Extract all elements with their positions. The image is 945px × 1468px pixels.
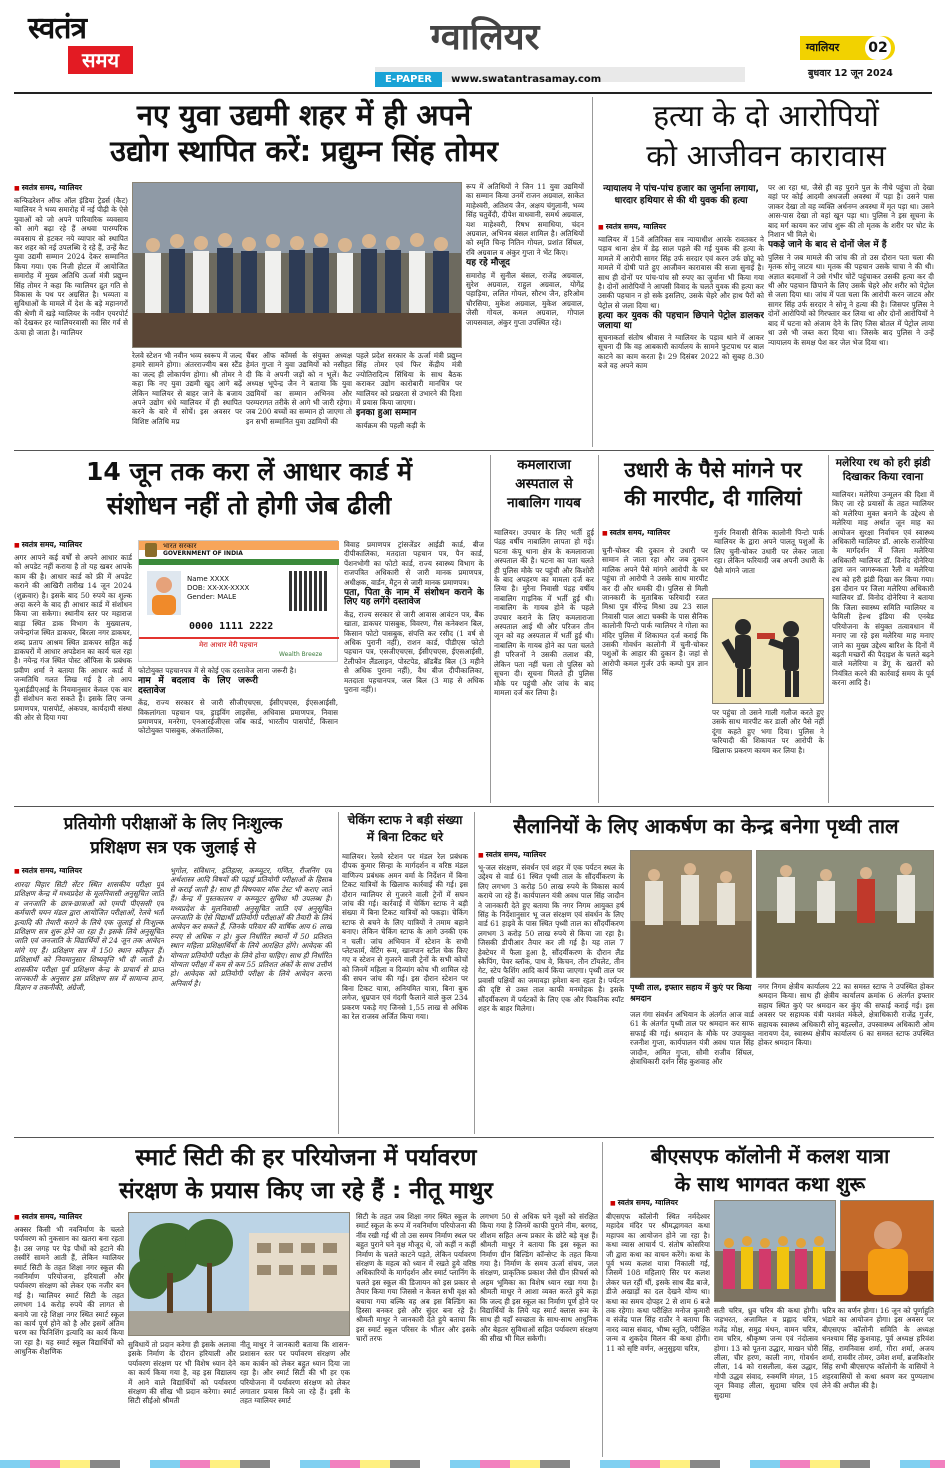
story7-divider — [338, 812, 339, 1134]
story2-sub-jail: पकड़े जाने के बाद से दोनों जेल में हैं — [768, 240, 887, 251]
story5-col-left: चुनी-चोकर की दुकान से उधारी पर सामान ले जाता रहा और जब दुकान मालिक अपने पैसे मांगने आरोपी के घर पहुंचा तो आरोपी ने उसके साथ मारपीट कर दी और धमकी दी। पुलिस से मिली जानकारी के मुताबिक फरियादी रजत मिश्रा पुत्र वीरेन्द्र मिश्रा उम्र 23 साल निवासी पाल आटा चक्की के पास सैनिक कालोनी पिन्टो पार्क ग्वालियर ने गोला का मंदिर पुलिस में शिकायत दर्ज कराई कि उसकी गोवर्धन कालोनी में चुनी-चोकर पशुओं के आहार की दुकान है। जहां से आरोपी कमल गुर्जर उर्फ कम्पो पुत्र ज्ञान सिंह — [602, 546, 708, 678]
story11-byline: ■ स्वतंत्र समय, ग्वालियर — [610, 1198, 750, 1211]
aadhaar-gender: Gender: MALE — [187, 593, 237, 601]
story8-body: ग्वालियर। रेलवे स्टेशन पर मंडल रेल प्रबंधक दीपक कुमार सिन्हा के मार्गदर्शन व वरिष्ठ मंडल वाणिज्य प्रबंधक अमन वर्मा के निर्देशन में बिना टिकट यात्रियों के खिलाफ कार्रवाई की गई। इस दौरान ग्वालियर से गुजरने वाली ट्रेनों में सघन जांच की गई। कार्रवाई में चेकिंग स्टाफ ने बड़ी संख्या में बिना टिकट यात्रियों को पकड़ा। चेकिंग स्टाफ से बचने के लिए यात्रियों ने तमाम बहाने बनाए। लेकिन चेकिंग स्टाफ के आगे उनकी एक न चली। जांच अभियान में स्टेशन के सभी प्लेटफार्म, वेटिंग रूम, खानपान स्टॉल चेक किए गए व स्टेशन से गुजरने वाली ट्रेनों के सभी कोचों को जिनमें महिला व दिव्यांग कोच भी शामिल रहे की सघन जांच की गई। इस दौरान स्टेशन पर बिना टिकट यात्रा, अनियमित यात्रा, बिना बुक लगेज, धूम्रपान एवं गंदगी फैलाने वाले कुल 234 प्रकरण पकड़े गए जिनसे 1,55 लाख से अधिक का रेल राजस्व अर्जित किया गया। — [342, 852, 468, 1021]
story11-col1: बीएसएफ कॉलोनी स्थित नर्मदेश्वर महादेव मंदिर पर श्रीमद्भागवत कथा महापव का आयोजन होने जा रहा है। कथा व्यास आचार्य पं. संतोष कोसरिया जी द्वारा कथा का वाचन करेंगे। कथा के पूर्व भव्य कलश यात्रा निकाली गई, जिसमें 108 महिलाएं सिर पर कलश लेकर चल रहीं थीं, इसके साथ बैंड बाजे, डीजे अखाड़ों का दल देखने योग्य था। कथा का समय दोपहर 2 से शाम 6 बजे तक रहेगा। कथा परीक्षित मनोज कुमारी व संजेंद्र पाल सिंह राठौर ने बताया कि नारद व्यास संवाद, भीष्म स्तुति, परीक्षित जन्म व शुकदेव मिलन की कथा होगी। 11 को सृष्टि वर्णन, अनुसुइया चरित्र, — [606, 1212, 710, 1353]
story3-byline: ■ स्वतंत्र समय, ग्वालियर — [14, 540, 132, 553]
story4-headline: कमलाराजा अस्पताल से नाबालिग गायब — [507, 457, 581, 511]
website-link[interactable]: www.swatantrasamay.com — [451, 74, 602, 85]
story1-photo — [132, 182, 462, 348]
aadhaar-name: Name XXXX — [187, 575, 230, 583]
story5-headline: उधारी के पैसे मांगने पर की मारपीट, दी गालियां — [624, 458, 802, 510]
story2-sub-burned: हत्या कर युवक की पहचान छिपाने पेट्रोल डालकर जलाया था — [598, 311, 764, 331]
story10-headline: स्मार्ट सिटी की हर परियोजना में पर्यावरण संरक्षण के प्रयास किए जा रहे हैं : नीतू माथुर — [119, 1145, 493, 1204]
aadhaar-org-hi: भारत सरकार — [163, 542, 197, 550]
masthead-logo — [28, 12, 158, 84]
aadhaar-photo — [147, 571, 181, 615]
masthead — [0, 0, 945, 92]
story1-divider — [592, 97, 593, 447]
story3-col2: फोटोयुक्त पहचानपत्र में से कोई एक दस्तावेज लाना जरूरी है। नाम में बदलाव के लिए जरूरी दस्तावेज केंद्र, राज्य सरकार से जारी सीजीएचएस, ईसीएचएस, ईएसआईसी, विकलांगता पहचान पत्र, ड्राइविंग लाइसेंस, अधिवास प्रमाणपत्र, निवास प्रमाणपत्र, मनरेगा, एनआरईजीएस जॉब कार्ड, भारतीय पासपोर्ट, किसान फोटोयुक्त पासबुक, अंकतालिका, — [138, 666, 338, 736]
epaper-bar — [375, 67, 745, 85]
story10-byline: ■ स्वतंत्र समय, ग्वालियर — [14, 1212, 124, 1225]
story10-col3: नीतू माथुर ने जानकारी बताया कि शासन-प्रशासन स्तर पर पर्यावरण संरक्षण और कम कार्बन को लेकर बहुत ध्यान दिया जा रहा है। और स्मार्ट सिटी की भी हर एक परियोजना में पर्यावरण संरक्षण को लेकर लगातार प्रयास किये जा रहे हैं। इसी के तहत ग्वालियर स्मार्ट — [240, 1340, 350, 1406]
story6-body: ग्वालियर। मलेरिया उन्मूलन की दिशा में किए जा रहे प्रयासों के तहत ग्वालियर को मलेरिया मुक्त बनाने के उद्देश्य से मलेरिया माह अर्थात जून माह का आयोजन सुरक्षा निर्वाचन एवं स्वास्थ्य अधिकारी ग्वालियर डॉ. आरके राजोरिया के मार्गदर्शन में जिला मलेरिया अधिकारी ग्वालियर डॉ. विनोद दोनेरिया द्वारा जन जागरूकता रैली व मलेरिया रथ को हरी झंडी दिखा कर किया गया। इस दौरान पर जिला मलेरिया अधिकारी ग्वालियर डॉ. विनोद दोनेरिया ने बताया कि जिला स्वास्थ्य समिति ग्वालियर व फेमिली हेल्थ इंडिया की एनबेड परियोजना के संयुक्त तत्वावधान में मनाए जा रहे इस मलेरिया माह मनाए जाने का मुख्य उद्देश्य बारिश के दिनों में बढ़ती मच्छरों की पैदाइश के चलते बढ़ने वाले मलेरिया व डेंगू के खतरों को नियंत्रित करने की कार्रवाई समय के पूर्व करना आदि है। — [832, 490, 934, 688]
edition-city: ग्वालियर — [430, 17, 540, 58]
story1-col5: रूप में अतिथियों ने जिन 11 युवा उद्यमियों का सम्मान किया उनमें राजन अग्रवाल, साकेत माहेश्वरी, अतिशय जैन, अक्षय चंगुलानी, भव्य सिंह चतुर्वेदी, दीपेश वाधवानी, समर्थ अग्रवाल, यश माहेश्वरी, रिषभ समाधिया, चंदन अग्रवाल, अभिनव बंसल शामिल है। अतिथियों को स्मृति चिन्ह नितिन गोयल, प्रशांत सिंघल, रवि अग्रवाल व अंकुर गुप्ता ने भेंट किए। यह रहे मौजूद समारोह में सुनील बंसल, राजेंद्र अग्रवाल, सुरेश अग्रवाल, राहुल अग्रवाल, योगेंद्र पहाड़िया, ललित गोयल, सौरभ जैन, हरिओम चौरसिया, मुकेश अग्रवाल, मुकेश अग्रवाल, जेसी गोयल, कमल अग्रवाल, गोपाल जायसवाल, अंकुर गुप्ता उपस्थित रहे। — [466, 182, 584, 327]
story2-headline: हत्या के दो आरोपियों को आजीवन कारावास — [646, 99, 886, 174]
story9-caption: पृथ्वी ताल, इफ्तार सहाय में कुएं पर किया श्रमदान — [630, 983, 752, 1003]
story7-col2: भूगोल, संविधान, इतिहास, कम्प्यूटर, गणित, रीजनिंग एवं अर्थशास्त्र आदि विषयों की पढ़ाई प्रतियोगी परीक्षाओं के हिसाब से कराई जाती है। साथ ही विषयवार मॉक टेस्ट भी कराए जाते हैं। केन्द्र में पुस्तकालय व कम्प्यूटर सुविधा भी उपलब्ध है। मध्यप्रदेश के मूलनिवासी अनुसूचित जाति एवं अनुसूचित जनजाति के ऐसे विद्यार्थी प्रतियोगी परीक्षाओं की तैयारी के लिये आवेदन कर सकते हैं, जिनके परिवार की वार्षिक आय 6 लाख रुपए से अधिक न हो। कुल निर्धारित स्थानों में 50 प्रतिशत स्थान महिला प्रशिक्षार्थियों के लिये आरक्षित होंगे। आवेदक की योग्यता प्रतियोगी परीक्षा के लिये होना चाहिए। साथ ही निर्धारित योग्यता परीक्षा में कम से कम 55 प्रतिशत अंकों के साथ उत्तीर्ण हो। आवेदक को प्रतियोगी परीक्षा के लिये आवेदन करना अनिवार्य है। — [170, 866, 332, 988]
aadhaar-qr-icon — [289, 571, 329, 611]
story3-divider — [490, 455, 491, 803]
story1-col3: चैंबर ऑफ कॉमर्स के संयुक्त अध्यक्ष हेमंत गुप्ता ने युवा उद्यमियों को नसीहत दी कि वे अपनी जड़ों को न भूलें। कैट अध्यक्ष भूपेन्द्र जैन ने बताया कि युवा उद्यमियों का सम्मान अभिनव और परम्परागत तरीके से आगे भी जारी रहेगा। जब 200 बच्चों का सम्मान हो जाएगा तो इन सभी सम्मानित युवा उद्यमियों की — [246, 351, 352, 426]
aadhaar-tagline: मेरा आधार मेरी पहचान — [199, 641, 258, 649]
aadhaar-org-en: GOVERNMENT OF INDIA — [163, 550, 243, 557]
page-tab — [800, 36, 895, 60]
story9-byline: ■ स्वतंत्र समय, ग्वालियर — [478, 850, 624, 863]
story1-col1: कन्फिडरेशन ऑफ ऑल इंडिया ट्रेडर्स (कैट) ग्वालियर ने भव्य समारोह में नई पीढ़ी के ऐसे युवाओं को जो अपने पारिवारिक व्यवसाय को आगे बढ़ा रहे हैं अथवा पारम्परिक व्यवसाय से हटकर नये व्यापार को स्थापित कर शहर को नई उपलब्धि दे रहे हैं, उन्हें कैट युवा उद्यमी सम्मान 2024 देकर सम्मानित किया गया। एक निजी होटल में आयोजित समारोह में मुख्य अतिथि ऊर्जा मंत्री प्रद्युम्न सिंह तोमर ने कहा कि ग्वालियर द्रुत गति से विकास के पथ पर अग्रसित है। भव्यता व सुविधाओं के मामले में देश के बड़े महानगरों की श्रेणी में खड़े ग्वालियर के नवीन एयरपोर्ट को देखकर हर ग्वालियरवासी का सिर गर्व से ऊंचा हो जाता है। ग्वालियर — [14, 196, 128, 337]
story3-sub-name: नाम में बदलाव के लिए जरूरी दस्तावेज — [138, 676, 258, 696]
story11-photo-priest — [840, 1200, 934, 1302]
story1-headline: नए युवा उद्यमी शहर में ही अपने उद्योग स्थापित करें: प्रद्युम्न सिंह तोमर — [110, 98, 498, 168]
story8-headline: चेकिंग स्टाफ ने बड़ी संख्या में बिना टिकट धरे — [347, 813, 463, 844]
masthead-rule — [14, 92, 932, 94]
story10-photo — [128, 1212, 350, 1336]
story3-headline: 14 जून तक करा लें आधार कार्ड में संशोधन नहीं तो होगी जेब ढीली — [85, 457, 413, 520]
story4-body: ग्वालियर। उपचार के लिए भर्ती हुई पंद्रह वर्षीय नाबालिग लापता हो गई। घटना कंपू थाना क्षेत्र के कमलाराजा अस्पताल की है। घटना का पता चलते ही पुलिस मौके पर पहुंची और किशोरी के बाद अपहरण का मामला दर्ज कर लिया है। मुरैना निवासी पंद्रह वर्षीय नाबालिग गाइनिक में भर्ती हुई थी। नाबालिग के गायब होने के पहले उपचार कराने के लिए कमलाराजा अस्पताल आई थी और परिजन तीन जून को वह अस्पताल में भर्ती हुई थी। नाबालिग के गायब होने का पता चलते ही परिजनों ने उसकी तलाश की, लेकिन पता नहीं चला तो पुलिस को सूचना दी। सूचना मिलते ही पुलिस मौके पर पहुंची और जांच के बाद मामला दर्ज कर लिया है। — [494, 528, 594, 697]
story1-sub-honoured: इनका हुआ सम्मान — [356, 408, 417, 419]
story9-col1: भू-जल संरक्षण, संवर्धन एवं शहर में एक पर्यटन स्थल के उद्देश्य से वार्ड 61 स्थित पृथ्वी ताल के सौंदर्यीकरण के लिए लगभग 3 करोड़ 50 लाख रुपये के विकास कार्य कराये जा रहे हैं। कार्यपालन यंत्री अवध पाल सिंह जादौन ने जानकारी देते हुए बताया कि नगर निगम आयुक्त हर्ष सिंह के निर्देशानुसार भू जल संरक्षण एवं संवर्धन के लिए वार्ड 61 हाइवे के पास स्थित पृथ्वी ताल का सौंदर्यीकरण लगभग 3 करोड़ 50 लाख रुपये से किया जा रहा है। जिसकी डीपीआर तैयार कर ली गई है। यह ताल 7 हेक्टेयर में फैला हुआ है, सौंदर्यीकरण के दौरान लैंड स्कैपिंग, पेवर ब्लॉक, पाथ वे, किचन, तौन टॉयलेट, तीन गेट, स्टेप फैशिंग आदि कार्य किया जाएगा। पृथ्वी ताल पर प्रवासी पक्षियों का जमावड़ा हमेशा बना रहता है। पर्यटन की दृष्टि से उक्त ताल काफी मनमोहक है। इसके सौंदर्यीकरण में पर्यटकों के लिए एक और पिकनिक स्पॉट शहर के बाहर मिलेगा। — [478, 863, 624, 1014]
page-city: ग्वालियर — [806, 41, 840, 54]
story10-divider — [602, 1142, 603, 1457]
story1-col2: रेलवे स्टेशन भी नवीन भव्य स्वरूप में जल्द हमारे सामने होगा। अंतरराज्यीय बस स्टैंड का जल्द ही लोकार्पण होगा। श्री तोमर ने कहा कि नए युवा उद्यमी खुद आगे बढ़ें लेकिन ग्वालियर से बाहर जाने के बजाय अपने उद्योग धंधे ग्वालियर में ही स्थापित करने के बारे में सोचें। इस अवसर पर विशिष्ट अतिथि मप्र — [132, 351, 242, 426]
logo-bottom-text: समय — [68, 46, 133, 74]
story2-col1: ग्वालियर में 15वें अतिरिक्त सत्र न्यायाधीश आरके रावतकर ने पड़ाव थाना क्षेत्र में डेढ़ साल पहले की गई युवक की हत्या के मामले में आरोपी सागर सिंह उर्फ सरदार एवं करन उर्फ छोटू को मामले में दोषी पाते हुए आजीवन कारावास की सजा सुनाई है। साथ ही दोनों पर पांच-पांच सौ रुपए का जुर्माना भी किया गया है। दोनों आरोपियों ने आपसी विवाद के चलते युवक की हत्या कर उसकी पहचान न हो सके इसलिए, उसके चेहरे और हाथ पैरों को पेट्रोल से जला दिया था। हत्या कर युवक की पहचान छिपाने पेट्रोल डालकर जलाया था सूचनाकर्ता संतोष श्रीवास ने ग्वालियर के पड़ाव थाने में आकर सूचना दी कि वह आबकारी कार्यालय के सामने फुटपाथ पर बाल काटने का काम करता है। 29 दिसंबर 2022 को सुबह 8.30 बजे वह अपने काम — [598, 235, 764, 371]
epaper-label: E-PAPER — [375, 72, 442, 87]
story11-col3: चरित्र का वर्णन होगा। 16 जून को पूर्णाहुति भंडारे का आयोजन होगा। इस अवसर पर बीएसएफ कॉलोनी समिति के अध्यक्ष धनश्याम सिंह कुशवाह, पूर्व अध्यक्ष हरिवंश सिंह, रामनिवास शर्मा, गौरा शर्मा, अजय शर्मा, रामवीर तोमर, उमेश शर्मा, ब्रजकिशोर सिंह सभी बीएसएफ कॉलोनी के वासियों ने शहरवासियों से कथा श्रवण कर पुण्यलाभ लेने की अपील की है। — [822, 1306, 934, 1391]
aadhaar-dob: DOB: XX-XX-XXXX — [187, 584, 250, 592]
logo-top-text: स्वतंत्र — [28, 11, 87, 46]
story11-headline: बीएसएफ कॉलोनी में कलश यात्रा के साथ भागवत कथा शुरू — [650, 1144, 890, 1196]
story1-sub-present: यह रहे मौजूद — [466, 258, 510, 269]
row3-rule — [14, 1137, 934, 1138]
story1-byline: ■ स्वतंत्र समय, ग्वालियर — [14, 183, 128, 196]
aadhaar-card-image — [138, 540, 338, 662]
story4-divider — [598, 455, 599, 803]
story5-col-top: गुर्जर निवासी सैनिक कालोनी पिन्टो पार्क ग्वालियर के द्वारा अपने पालतू पशुओं के लिए चुनी-चोकर उधारी पर लेकर जाता रहा। लेकिन फरियादी जब अपनी उधारी के पैसे मांगने जाता — [714, 528, 824, 575]
story10-col1: अक्सर किसी भी नवनिर्माण के चलते पर्यावरण को नुकसान का खतरा बना रहता है। उस जगह पर पेड़ पौधों को हटाने की तस्वीरें सामने आती हैं, लेकिन ग्वालियर स्मार्ट सिटी के तहत शिक्षा नगर स्कूल की नवनिर्माण परियोजना, हरियाली और पर्यावरण संरक्षण को लेकर एक नजीर बन गई है। ग्वालियर स्मार्ट सिटी के तहत लगभग 14 करोड़ रुपये की लागत से बनाये जा रहे शिक्षा नगर स्थित स्मार्ट स्कूल का कार्य पूर्ण होने को है और इसमें अंतिम चरण का फिनिशिंग इत्यादि का कार्य किया जा रहा है। यह स्मार्ट स्कूल विद्यार्थियों को आधुनिक शैक्षणिक — [14, 1225, 124, 1357]
story11-col2: सती चरित्र, ध्रुव चरित्र की कथा होगी। जड़भरत, अजामिल व प्रह्लाद चरित्र, गजेंद्र मोक्ष, समुद्र मंथन, वामन चरित्र, राम चरित्र, श्रीकृष्ण जन्म एवं नंदोत्सव होगा। 13 को पूतना उद्धार, माखन चोरी लीला, चीर हरण, काली नाग, गोवर्धन लीला, 14 को रासलीला, कंस उद्धार, गोपी उद्धव संवाद, रुक्मणि मंगल, 15 जून विवाह लीला, सुदामा चरित्र एवं सुदामा — [714, 1306, 818, 1400]
story9-headline: सैलानियों के लिए आकर्षण का केन्द्र बनेगा पृथ्वी ताल — [513, 814, 899, 838]
story3-col1: अगर आपने कई वर्षों से अपने आधार कार्ड को अपडेट नहीं कराया है तो यह खबर आपके काम की है। आधार कार्ड को फ्री में अपडेट कराने की आखिरी तारीख 14 जून 2024 (शुक्रवार) है। इसके बाद 50 रुपये का शुल्क अदा करने के बाद ही आधार कार्ड में संशोधन किया जा सकेगा। स्थानीय स्तर पर महाराज बाड़ा स्थित डाक विभाग के मुख्यालय, जयेन्द्रगंज स्थित डाकघर, बिरला नगर डाकघर, शब्द प्रताप आश्रम स्थित डाकघर सहित कई डाकघरों में आधार अपडेशन का कार्य चल रहा है। नयेन्द्र गंज स्थित पोस्ट ऑफिस के प्रबंधक प्रवीण शर्मा ने बताया कि आधार कार्ड में जन्मतिथि गलत लिख गई है तो आप यूआईडीएआई के नियमानुसार केवल एक बार ही संशोधन करा सकते हैं। इसके लिए जन्म प्रमाणपत्र, पासपोर्ट, अंकपत्र, कार्यदायी संस्था की ओर से दिया गया — [14, 553, 132, 722]
story10-col5: लगभग 50 से अधिक घने वृक्षों को संरक्षित किया गया है जिनमें काफी पुराने नीम, बरगद, शीशम सहित अन्य प्रकार के छोटे बड़े वृक्ष हैं। श्रीमती माथुर ने बताया कि इस स्कूल का निर्माण ग्रीन बिल्डिंग कॉन्सेप्ट के तहत किया गया है। निर्माण के समय ऊर्जा संचय, जल संरक्षण, प्राकृतिक प्रकाश जैसे ग्रीन फ़ीचर्स को अहम भूमिका का विशेष ध्यान रखा गया है। श्रीमती माथुर ने आशा व्यक्त करते हुये कहा कि जल्द ही इस स्कूल का निर्माण पूर्ण होने पर विद्यार्थियों के लिये यह स्मार्ट क्लास रूम के साथ ही यहाँ स्वच्छता के साथ-साथ आधुनिक और बेहतर सुविधाओं सहित पर्यावरण संरक्षण की सीख भी मिल सकेगी। — [480, 1212, 598, 1344]
row2-rule — [14, 806, 934, 807]
story11-photo-procession — [714, 1200, 836, 1302]
story7-headline: प्रतियोगी परीक्षाओं के लिए निःशुल्क प्रशिक्षण सत्र एक जुलाई से — [63, 814, 283, 858]
story7-byline: ■ स्वतंत्र समय, ग्वालियर — [14, 866, 164, 879]
aadhaar-emblem-icon — [145, 543, 157, 557]
story9-col2: जल गंगा संवर्धन अभियान के अंतर्गत आज वार्ड 61 के अंतर्गत पृथ्वी ताल पर श्रमदान कर साफ सफाई की गई। श्रमदान के मौके पर उपायुक्त रजनीश गुप्ता, कार्यपालन यंत्री अवध पाल सिंह जादौन, अमित गुप्ता, सौमी राजीव सिंघल, क्षेत्राधिकारी दर्शन सिंह कुशवाह और — [630, 1010, 754, 1067]
story10-col2: सुविधायें तो प्रदान करेगा ही इसके अलावा इसके निर्माण के दौरान हरियाली और पर्यावरण संरक्षण पर भी विशेष ध्यान देने का कार्य किया गया है, वह इस विद्यालय में आने वाले विद्यार्थियों को पर्यावरण संरक्षण की सीख भी प्रदान करेगा। स्मार्ट सिटी सीईओ श्रीमती — [128, 1340, 236, 1406]
story6-headline: मलेरिया रथ को हरी झंडी दिखाकर किया रवाना — [835, 457, 931, 483]
aadhaar-number: 0000 1111 2222 — [189, 621, 274, 632]
story7-col1: शारदा विहार सिटी सेंटर स्थित शासकीय परीक्षा पूर्व प्रशिक्षण केन्द्र में मध्यप्रदेश के मूलनिवासी अनुसूचित जाति व जनजाति के छात्र-छात्राओं को एमपी पीएससी एवं कर्मचारी चयन मंडल द्वारा आयोजित परीक्षाओं, रेलवे भर्ती इत्यादि की तैयारी कराने के लिये एक जुलाई से निःशुल्क प्रशिक्षण सत्र शुरू होने जा रहा है। इसके लिये अनुसूचित जाति एवं जनजाति के विद्यार्थियों से 24 जून तक आवेदन मांगे गए हैं। प्रशिक्षण सत्र में 150 स्थान स्वीकृत हैं। प्रशिक्षार्थी को नियमानुसार शिष्यवृत्ति भी दी जाती है। शासकीय परीक्षा पूर्व प्रशिक्षण केन्द्र के प्राचार्य से प्राप्त जानकारी के अनुसार इस प्रशिक्षण सत्र में सामान्य ज्ञान, विज्ञान व तकनीकी, अंग्रेजी, — [14, 880, 164, 993]
story3-sub-address: पता, पिता के नाम में संशोधन कराने के लिए यह लगेंगे दस्तावेज — [344, 588, 484, 608]
color-registration-bar — [0, 1460, 945, 1468]
row1-rule — [14, 450, 934, 451]
story10-col4: सिटी के तहत जब शिक्षा नगर स्थित स्कूल के स्मार्ट स्कूल के रूप में नवनिर्माण परियोजना की नींव रखी गई थी तो उस समय निर्माण स्थल पर बहुत पुराने घने वृक्ष मौजूद थे, जो कहीं न कहीं निर्माण के चलते काटने पड़ते, लेकिन पर्यावरण संरक्षण के महत्व को ध्यान में रखते हुये वरिष्ठ अधिकारियों के मार्गदर्शन और स्मार्ट प्लानिंग के चलते इस स्कूल की डिजायन को इस प्रकार से तैयार किया गया जिससे न केवल सभी वृक्ष को बचाया गया बल्कि वह अब इस बिल्डिंग का हिस्सा बनकर इसे और सुंदर बना रहे हैं। श्रीमती माथुर ने जानकारी देते हुये बताया कि इस स्मार्ट स्कूल परिसर के भीतर और इसके चारों तरफ — [356, 1212, 476, 1344]
story2-col2: पर आ रहा था, जैसे ही वह पुराने पुल के नीचे पहुंचा तो देखा वहां पर कोई आदमी अधजली अवस्था में पड़ा है। उसने पास जाकर देखा तो वह व्यक्ति अर्धनग्न अवस्था में मृत पड़ा था। उसने आस-पास देखा तो वहां खून पड़ा था। पुलिस ने इस सूचना के बाद मर्ग कायम कर जांच शुरू की तो मृतक के शरीर पर चोट के निशान भी मिले थे। पकड़े जाने के बाद से दोनों जेल में हैं पुलिस ने जब मामले की जांच की तो उस दौरान पता चला की मृतक सोनू जाटव था। मृतक की पहचान उसके चाचा ने की थी। अज्ञात बदमाशों ने उसे गंभीर चोटें पहुंचाकर उसकी हत्या कर दी थी और पहचान छिपाने के लिए उसके चेहरे और शरीर को पेट्रोल से जला दिया था। जांच में पता चला कि आरोपी करन जाटव और सागर सिंह उर्फ सरदार ने सोनू ने हत्या की है। जिसपर पुलिस ने दोनों आरोपियों को गिरफ्तार कर लिया था और दोनों आरोपियों ने बाद में घटना को अंजाम देने के लिए जिस बोतल में पेट्रोल लाया था उसे भी जब्त करा दिया था। जिसके बाद पुलिस ने उन्हें न्यायालय के समक्ष पेश कर जेल भेज दिया था। — [768, 183, 934, 347]
story5-col2: पर पहुंचा तो उसने गाली गलौज करते हुए उसके साथ मारपीट कर डाली और पैसे नहीं दूंगा कहते हुए भगा दिया। पुलिस ने फरियादी की शिकायत पर आरोपी के खिलाफ प्रकरण कायम कर लिया है। — [712, 708, 824, 755]
page-number: 02 — [865, 36, 891, 60]
aadhaar-watermark: Wealth Breeze — [279, 651, 323, 658]
story9-photo-left — [630, 850, 752, 978]
story5-illustration — [712, 598, 824, 704]
issue-date: बुधवार 12 जून 2024 — [808, 68, 893, 79]
story2-byline: ■ स्वतंत्र समय, ग्वालियर — [598, 222, 764, 235]
story3-col3: विवाह प्रमाणपत्र ट्रांसजेंडर आईडी कार्ड, बीज दीपीकालिका, मतदाता पहचान पत्र, पैन कार्ड, पेंशनभोगी का फोटो कार्ड, राज्य स्वास्थ्य विभाग के राजपत्रित अधिकारी से जारी मानक प्रमाणपत्र, अधीक्षक, वार्डन, मैट्रन से जारी मानक प्रमाणपत्र। पता, पिता के नाम में संशोधन कराने के लिए यह लगेंगे दस्तावेज केंद्र, राज्य सरकार से जारी आवास आवंटन पत्र, बैंक खाता, डाकघर पासबुक, विवरण, गैस कनेक्शन बिल, किसान फोटो पासबुक, संपत्ति कर रसीद (1 वर्ष से अधिक पुरानी नहीं), राशन कार्ड, पीडीएस फोटो पहचान पत्र, एसजीएचएस, ईसीएचएस, ईएसआईसी, टेलीफोन लैंडलाइन, पोस्टपेड, ब्रॉडबैंड बिल (3 महीने से अधिक पुराना नहीं), वैध बीज दीपीकालिका, मतदाता पहचानपत्र, जल बिल (3 माह से अधिक पुराना नहीं)। — [344, 540, 484, 695]
story5-divider — [828, 455, 829, 803]
story1-col4: पहले प्रदेश सरकार के ऊर्जा मंत्री प्रद्युम्न सिंह तोमर एवं फिर केंद्रीय मंत्री ज्योतिरादित्य सिंधिया के साथ बैठक कराकर उद्योग कारोबारी मानचित्र पर ग्वालियर को प्रखरता से उभारने की दिशा में प्रयास किया जाएगा। इनका हुआ सम्मान कार्यक्रम की पहली कड़ी के — [356, 351, 462, 430]
story9-col3: नगर निगम क्षेत्रीय कार्यालय 22 का समस्त स्टाफ ने उपस्थित होकर श्रमदान किया। साथ ही क्षेत्रीय कार्यालय क्रमांक 6 अंतर्गत इफ्तार सहाय स्थित कुएं पर श्रमदान कर कुंए की सफाई कराई गई। इस अवसर पर सहायक यंत्री यशवंत मंकेले, क्षेत्राधिकारी राजेंद्र गुर्जर, सहायक स्वास्थ्य अधिकारी सोनू बहल्लौत, उपस्वास्थ्य अधिकारी ओम नारायण देव, स्वास्थ्य क्षेत्रीय कार्यालय 6 का समस्त स्टाफ उपस्थित होकर श्रमदान किया। — [758, 982, 934, 1048]
story2-deck: न्यायालय ने पांच-पांच हजार का जुर्माना लगाया, धारदार हथियार से की थी युवक की हत्या — [603, 184, 759, 206]
story5-byline: ■ स्वतंत्र समय, ग्वालियर — [602, 528, 712, 541]
story8-divider — [474, 812, 475, 1134]
story9-photo-right — [756, 850, 934, 978]
